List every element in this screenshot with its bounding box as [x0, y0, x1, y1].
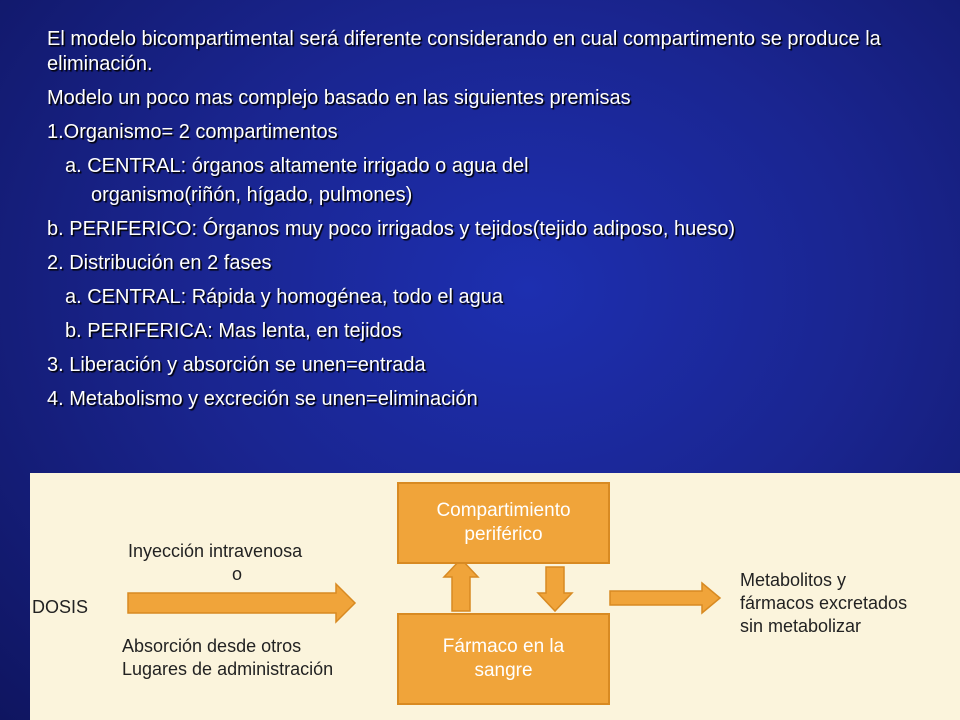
output-label-3: sin metabolizar	[740, 616, 862, 636]
item-1b: b. PERIFERICO: Órganos muy poco irrigados y tejidos(tejido adiposo, hueso)	[47, 218, 736, 240]
box-sangre-line-1: Fármaco en la	[442, 636, 565, 657]
item-1a-line-2: organismo(riñón, hígado, pulmones)	[91, 184, 413, 206]
output-label-1: Metabolitos y	[740, 570, 847, 590]
output-label-2: fármacos excretados	[740, 593, 908, 613]
item-3: 3. Liberación y absorción se unen=entrada	[47, 354, 426, 376]
o-label: o	[232, 564, 243, 584]
item-1: 1.Organismo= 2 compartimentos	[47, 121, 338, 143]
farmaco-sangre-box	[397, 613, 610, 705]
item-2: 2. Distribución en 2 fases	[47, 252, 272, 274]
inyeccion-label: Inyección intravenosa	[128, 541, 303, 561]
item-2a: a. CENTRAL: Rápida y homogénea, todo el agua	[65, 286, 504, 308]
output-arrow	[610, 583, 720, 613]
premise-text: Modelo un poco mas complejo basado en las siguientes premisas	[47, 87, 631, 109]
box-sangre-line-2: sangre	[474, 660, 533, 681]
up-arrow	[444, 559, 478, 611]
compartimiento-periferico-box	[397, 482, 610, 564]
box-periferico-line-1: Compartimiento	[436, 500, 571, 521]
item-4: 4. Metabolismo y excreción se unen=eliminación	[47, 388, 478, 410]
intro-text: El modelo bicompartimental será diferente considerando en cual compartimento se produce la eliminación.	[47, 28, 881, 75]
slide-text-block	[47, 27, 942, 421]
down-arrow	[538, 567, 572, 611]
item-2b: b. PERIFERICA: Mas lenta, en tejidos	[65, 320, 402, 342]
absorcion-label-2: Lugares de administración	[122, 659, 334, 679]
pharmacokinetic-diagram	[30, 473, 960, 720]
dosis-label: DOSIS	[32, 597, 89, 617]
item-1a-line-1: a. CENTRAL: órganos altamente irrigado o agua del	[65, 155, 529, 177]
input-arrow	[128, 584, 355, 622]
box-periferico-line-2: periférico	[464, 524, 543, 545]
absorcion-label-1: Absorción desde otros	[122, 636, 302, 656]
